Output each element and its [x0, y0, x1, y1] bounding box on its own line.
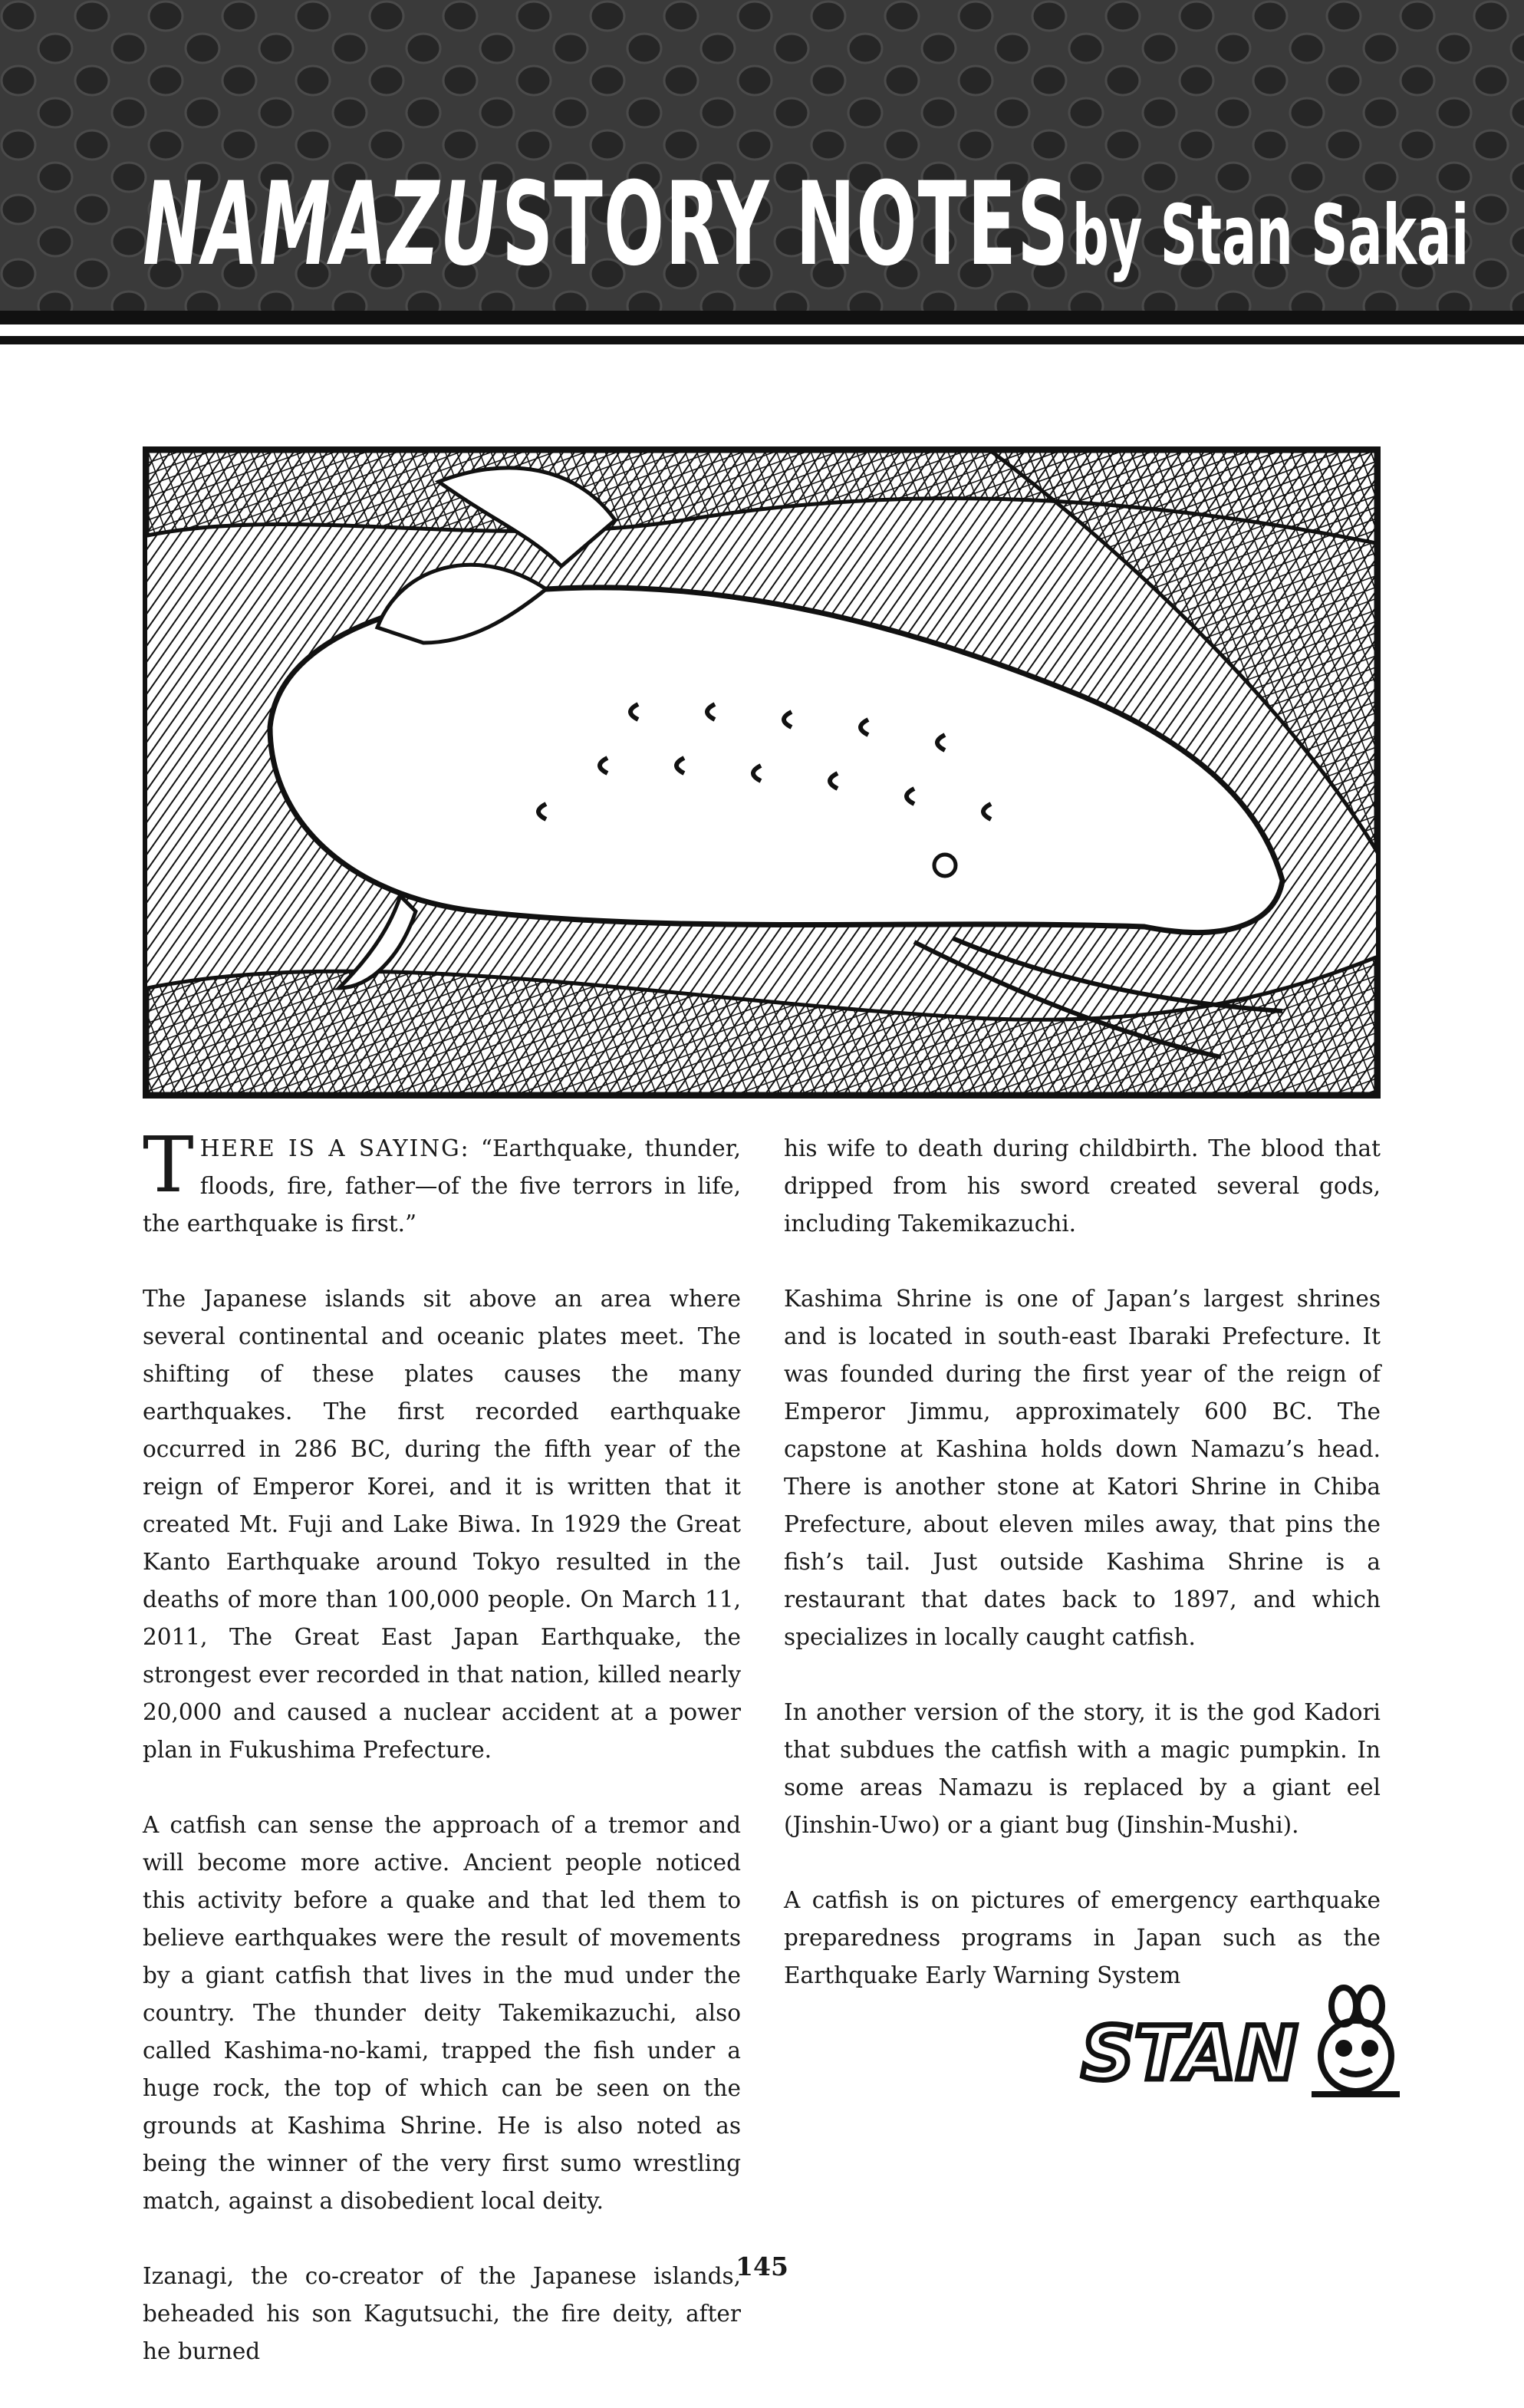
page-title [143, 158, 1470, 292]
drop-cap: T [143, 1120, 194, 1210]
header-rule-thick [0, 311, 1524, 324]
paragraph: Kashima Shrine is one of Japan’s largest shrines and is located in south-east Ibaraki Prefecture. It was founded during the first year of the reign of Emperor Jimmu, approximately 600 BC. The capstone at Kashina holds down Namazu’s head. There is another stone at Katori Shrine in Chiba Prefecture, about eleven miles away, that pins the fish’s tail. Just outside Kashima Shrine is a restaurant that dates back to 1897, and which specializes in locally caught catfish. [784, 1286, 1381, 1650]
signature-text: STAN [1081, 2011, 1298, 2097]
paragraph: his wife to death during childbirth. The blood that dripped from his sword created several gods, including Takemikazuchi. [784, 1135, 1381, 1237]
page-number: 145 [736, 2252, 788, 2281]
paragraph: Izanagi, the co-creator of the Japanese islands, beheaded his son Kagutsuchi, the fire deity, after he burned [143, 2263, 741, 2364]
signature [1074, 1979, 1404, 2110]
lead-paragraph [143, 1120, 741, 1243]
usagi-doodle-icon [1312, 1988, 1400, 2094]
paragraph: In another version of the story, it is the god Kadori that subdues the catfish with a magic pumpkin. In some areas Namazu is replaced by a giant eel (Jinshin-Uwo) or a giant bug (Jinshin-Mushi). [784, 1699, 1381, 1838]
lead-smallcaps: HERE IS A SAYING: [199, 1135, 470, 1161]
lead-text: “Earthquake, thunder, floods, fire, father—of the five terrors in life, the earthquake is first.” [143, 1135, 741, 1237]
article-column-left [143, 1120, 741, 2408]
article-column-right [784, 1130, 1381, 2032]
title-main: STORY NOTES [502, 158, 1070, 292]
catfish-illustration-svg [147, 451, 1376, 1094]
paragraph: A catfish can sense the approach of a tremor and will become more active. Ancient people noticed this activity before a quake and that led them to believe earthquakes were the result of movements by a giant catfish that lives in the mud under the country. The thunder deity Takemikazuchi, also called Kashima-no-kami, trapped the fish under a huge rock, the top of which can be seen on the grounds at Kashima Shrine. He is also noted as being the winner of the very first sumo wrestling match, against a disobedient local deity. [143, 1812, 741, 2214]
title-italic: NAMAZU [143, 158, 499, 292]
paragraph: A catfish is on pictures of emergency earthquake preparedness programs in Japan such as the Earthquake Early Warning System [784, 1887, 1381, 1988]
title-byline: by Stan Sakai [1071, 188, 1470, 284]
page-header [0, 0, 1524, 318]
header-rule-thin [0, 336, 1524, 344]
catfish-illustration [143, 446, 1381, 1099]
paragraph: The Japanese islands sit above an area where several continental and oceanic plates meet. The shifting of these plates causes the many earthquakes. The first recorded earthquake occurred in 286 BC, during the fifth year of the reign of Emperor Korei, and it is written that it created Mt. Fuji and Lake Biwa. In 1929 the Great Kanto Earthquake around Tokyo resulted in the deaths of more than 100,000 people. On March 11, 2011, The Great East Japan Earthquake, the strongest ever recorded in that nation, killed nearly 20,000 and caused a nuclear accident at a power plan in Fukushima Prefecture. [143, 1286, 741, 1763]
